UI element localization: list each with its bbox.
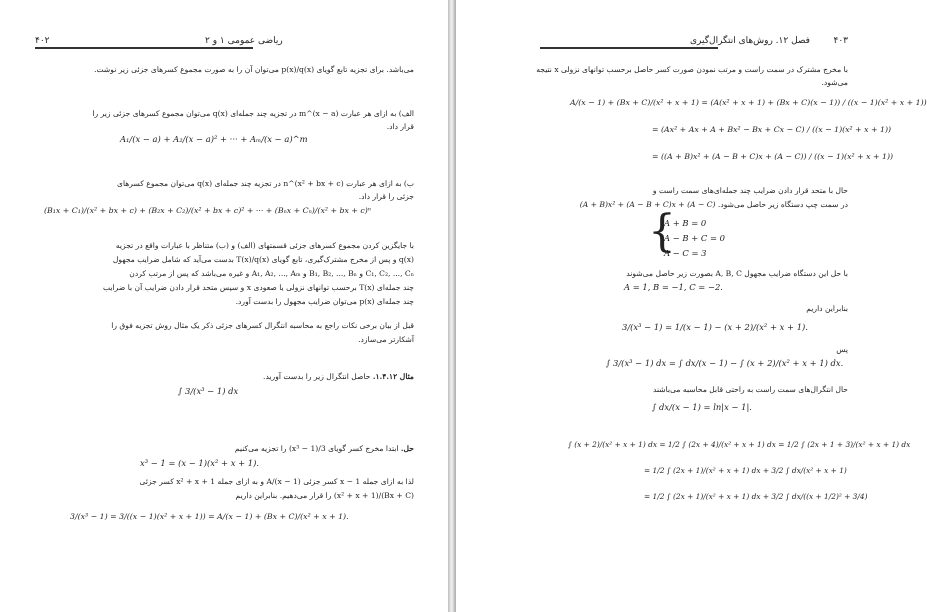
para3-line: قبل از بیان برخی نکات راجع به محاسبه انتگرال کسرهای جزئی ذکر یک مثال روش تجزیه فوق را <box>111 321 414 330</box>
example-integral: ∫ 3/(x³ − 1) dx <box>178 386 239 396</box>
para2-line2 <box>580 199 848 212</box>
left-header-title: ریاضی عمومی ۱ و ۲ <box>205 36 283 46</box>
right-page <box>456 0 927 612</box>
para2-line: چند جمله‌ای T(x) برحسب توانهای نزولی یا صعودی x و سپس متحد قرار دادن ضرایب آن با ضرایب <box>102 283 414 292</box>
part-a-text: الف) به ازای هر عبارت (x − a)^m در تجزیه چند جمله‌ای q(x) می‌توان مجموع کسرهای جزئی زیر را <box>92 109 414 118</box>
left-header-rule <box>35 47 253 49</box>
eq-line2: = (Ax² + Ax + A + Bx² − Bx + Cx − C) / ((x − 1)(x² + x + 1)) <box>652 125 892 134</box>
para2-text: در سمت چپ دستگاه زیر حاصل می‌شود. <box>717 200 848 209</box>
para2-line: چند جمله‌ای p(x) می‌توان ضرایب مجهول را بدست آورد. <box>235 297 414 306</box>
right-page-number: ۴۰۳ <box>833 36 848 46</box>
solution-line3: (Bx + C)/(x² + x + 1) را قرار می‌دهیم. بنابراین داریم <box>235 491 414 500</box>
para2-poly: (A + B)x² + (A − B + C)x + (A − C) <box>579 200 716 209</box>
right-intro: با مخرج مشترک در سمت راست و مرتب نمودن صورت کسر حاصل برحسب توانهای نزولی x نتیجه <box>536 65 848 74</box>
solve-line: با حل این دستگاه ضرایب مجهول A, B, C بصورت زیر حاصل می‌شوند <box>626 269 848 278</box>
eq-line1-lhs: A/(x − 1) + (Bx + C)/(x² + x + 1) <box>570 98 699 107</box>
eq-line3: = ((A + B)x² + (A − B + C)x + (A − C)) / ((x − 1)(x² + x + 1)) <box>652 152 894 161</box>
system-brace: { <box>648 206 676 257</box>
solution-eq1: x³ − 1 = (x − 1)(x² + x + 1). <box>140 458 260 468</box>
left-page <box>0 0 448 612</box>
system-eq: A − C = 3 <box>664 248 707 258</box>
part-b-text-2: جزئی را قرار داد. <box>358 192 414 201</box>
part-a-text-2: قرار داد. <box>386 122 414 131</box>
para2-line: با جایگزین کردن مجموع کسرهای جزئی قسمتهای (الف) و (ب) متناظر با عبارات واقع در تجزیه <box>115 241 414 250</box>
right-intro-2: می‌شود. <box>821 78 848 87</box>
example-label: مثال ۱.۴.۱۲. <box>372 372 414 381</box>
solution-eq2: 3/(x³ − 1) = 3/((x − 1)(x² + x + 1)) = A/(x − 1) + (Bx + C)/(x² + x + 1). <box>70 512 349 521</box>
therefore-text: بنابراین داریم <box>806 304 848 313</box>
log-integral: ∫ dx/(x − 1) = ln|x − 1|. <box>652 402 752 412</box>
integral-split: ∫ 3/(x³ − 1) dx = ∫ dx/(x − 1) − ∫ (x + 2)/(x² + x + 1) dx. <box>606 358 844 368</box>
book-spine <box>448 0 456 612</box>
system-eq: A − B + C = 0 <box>664 233 725 243</box>
final-line2: = 1/2 ∫ (2x + 1)/(x² + x + 1) dx + 3/2 ∫ dx/(x² + x + 1) <box>644 466 847 475</box>
para2-line: q(x) و پس از مخرج مشترک‌گیری، تابع گویای T(x)/q(x) بدست می‌آید که شامل ضرایب مجهول <box>112 255 414 264</box>
decomp-eq: 3/(x³ − 1) = 1/(x − 1) − (x + 2)/(x² + x + 1). <box>622 322 808 332</box>
part-b-formula: (B₁x + C₁)/(x² + bx + c) + (B₂x + C₂)/(x² + bx + c)² + ··· + (Bₙx + Cₙ)/(x² + bx + c)ⁿ <box>44 206 371 215</box>
eq-line1-rhs: = (A(x² + x + 1) + (Bx + C)(x − 1)) / ((x − 1)(x² + x + 1)) <box>701 98 927 107</box>
then-text: پس <box>836 345 848 354</box>
para2-line: C₁, C₂, ..., Cₙ و B₁, B₂, ..., Bₙ و A₁, A₂, ..., Aₘ و غیره می‌باشد که پس از مرتب کردن <box>129 269 414 278</box>
part-b-text: ب) به ازای هر عبارت (x² + bx + c)^n در تجزیه چند جمله‌ای q(x) می‌توان مجموع کسرهای <box>117 179 414 188</box>
final-line1: ∫ (x + 2)/(x² + x + 1) dx = 1/2 ∫ (2x + 4)/(x² + x + 1) dx = 1/2 ∫ (2x + 1 + 3)/(x² + x + 1) dx <box>568 440 911 449</box>
left-intro: می‌باشد. برای تجزیه تابع گویای p(x)/q(x) می‌توان آن را به صورت مجموع کسرهای جزئی زیر نوشت. <box>94 65 414 74</box>
para3-line: آشکارتر می‌سازد. <box>358 335 414 344</box>
para2-line1: حال با متحد قرار دادن ضرایب چند جمله‌ای‌های سمت راست و <box>652 186 848 195</box>
example-heading <box>263 371 414 384</box>
solution-heading <box>235 443 414 456</box>
system-eq: A + B = 0 <box>664 218 707 228</box>
example-text: حاصل انتگرال زیر را بدست آورید. <box>263 372 371 381</box>
final-line3: = 1/2 ∫ (2x + 1)/(x² + x + 1) dx + 3/2 ∫ dx/((x + 1/2)² + 3/4) <box>644 492 868 501</box>
right-header-title: فصل ۱۲. روش‌های انتگرال‌گیری <box>690 36 810 46</box>
part-a-formula: A₁/(x − a) + A₂/(x − a)² + ··· + Aₘ/(x − a)^m <box>120 134 308 144</box>
right-side-text: حال انتگرال‌های سمت راست به راحتی قابل محاسبه می‌باشند <box>653 385 848 394</box>
solution-label: حل. <box>400 444 414 453</box>
eq-line1 <box>570 98 927 107</box>
solution-values: A = 1, B = −1, C = −2. <box>624 282 723 292</box>
solution-line1: ابتدا مخرج کسر گویای 3/(x³ − 1) را تجزیه می‌کنیم <box>234 444 399 453</box>
right-header-rule <box>540 47 718 49</box>
solution-line2: لذا به ازای جمله x − 1 کسر جزئی A/(x − 1) و به ازای جمله x² + x + 1 کسر جزئی <box>139 477 414 486</box>
left-page-number: ۴۰۲ <box>35 36 50 46</box>
